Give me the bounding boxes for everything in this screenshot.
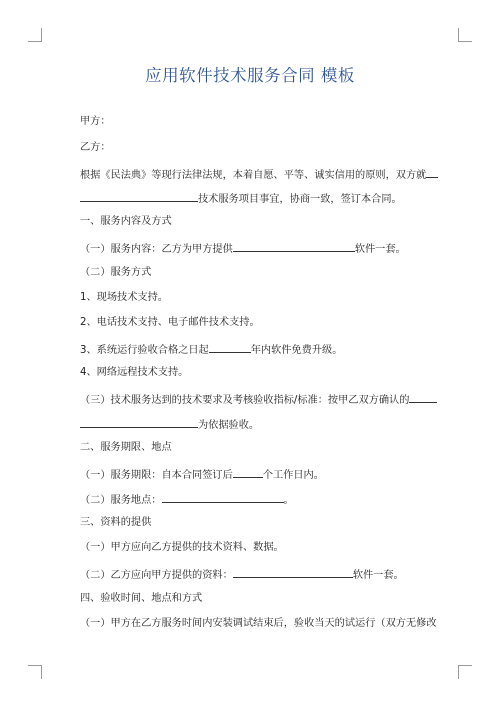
line-text: （一）服务期限：自本合同签订后 <box>80 470 233 481</box>
blank <box>233 466 263 478</box>
blank <box>80 416 198 428</box>
line-tail: 年内软件免费升级。 <box>250 345 343 356</box>
crop-mark-bottom-right <box>458 665 472 679</box>
clause-2-2 <box>80 491 440 508</box>
crop-mark-top-right <box>458 28 472 42</box>
line-text: 三、资料的提供 <box>80 517 152 528</box>
line-tail: 。 <box>283 495 294 506</box>
clause-3-1 <box>80 541 440 555</box>
crop-mark-bottom-left <box>28 665 42 679</box>
clause-1-2 <box>80 266 440 280</box>
blank <box>80 190 198 202</box>
line-text: 为依据验收。 <box>198 420 260 431</box>
line-text: 一、服务内容及方式 <box>80 216 172 227</box>
section-heading-2 <box>80 441 440 455</box>
preamble-line-1 <box>80 166 440 183</box>
line-text: （一）甲方应向乙方提供的技术资料、数据。 <box>80 542 284 553</box>
line-text: 根据《民法典》等现行法律法规，本着自愿、平等、诚实信用的原则，双方就 <box>80 170 427 181</box>
line-text: （一）甲方在乙方服务时间内安装调试结束后，验收当天的试运行（双方无修改 <box>80 618 437 629</box>
line-text: 乙方： <box>80 142 111 153</box>
party-a-line <box>80 115 440 129</box>
section-heading-3 <box>80 516 440 530</box>
blank <box>162 491 284 503</box>
section-heading-1 <box>80 215 440 229</box>
item-4 <box>80 366 440 380</box>
clause-4-1 <box>80 617 440 631</box>
line-text: （二）服务地点： <box>80 495 162 506</box>
line-text: （一）服务内容：乙方为甲方提供 <box>80 244 233 255</box>
line-text: （二）乙方应向甲方提供的资料： <box>80 570 233 581</box>
party-b-line <box>80 141 440 155</box>
blank <box>209 341 251 353</box>
line-text: 技术服务项目事宜，协商一致，签订本合同。 <box>198 194 402 205</box>
line-text: 四、验收时间、地点和方式 <box>80 593 203 604</box>
document-title: 应用软件技术服务合同 模板 <box>145 66 355 85</box>
line-text: 1、现场技术支持。 <box>80 292 168 303</box>
clause-1-3-cont <box>80 416 440 433</box>
line-tail: 软件一套。 <box>354 244 406 255</box>
blank <box>409 391 437 403</box>
blank <box>233 240 355 252</box>
clause-2-1 <box>80 466 440 483</box>
blank <box>233 566 353 578</box>
line-text: 2、电话技术支持、电子邮件技术支持。 <box>80 317 260 328</box>
line-text: 甲方： <box>80 116 111 127</box>
item-3 <box>80 341 440 358</box>
line-text: （二）服务方式 <box>80 267 152 278</box>
preamble-line-2 <box>80 190 440 207</box>
clause-3-2 <box>80 566 440 583</box>
line-text: 4、网络远程技术支持。 <box>80 367 189 378</box>
clause-1-3 <box>80 391 440 408</box>
clause-1-1 <box>80 240 440 257</box>
blank <box>426 166 438 178</box>
item-1 <box>80 291 440 305</box>
section-heading-4 <box>80 592 440 606</box>
crop-mark-top-left <box>28 28 42 42</box>
line-tail: 个工作日内。 <box>262 470 324 481</box>
line-text: （三）技术服务达到的技术要求及考核验收指标/标准：按甲乙双方确认的 <box>80 395 410 406</box>
line-tail: 软件一套。 <box>352 570 404 581</box>
item-2 <box>80 316 440 330</box>
line-text: 3、系统运行验收合格之日起 <box>80 345 209 356</box>
line-text: 二、服务期限、地点 <box>80 442 172 453</box>
